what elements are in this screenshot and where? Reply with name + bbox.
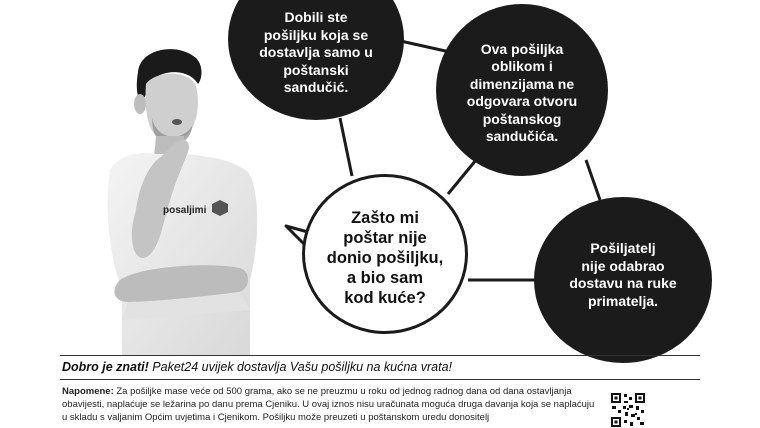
reason-bubble-mailbox-only: Dobili ste pošiljku koja se dostavlja samo u poštanski sandučić.	[228, 0, 404, 120]
divider-top	[60, 355, 700, 356]
speech-bubble-question: Zašto mi poštar nije donio pošiljku, a bio sam kod kuće?	[302, 174, 468, 334]
tagline-text: Paket24 uvijek dostavlja Vašu pošiljku na kućna vrata!	[148, 360, 452, 374]
tagline-lead: Dobro je znati!	[62, 360, 149, 374]
qr-code-icon	[610, 392, 646, 428]
footnote	[62, 385, 602, 424]
reason-bubble-dimensions: Ova pošiljka oblikom i dimenzijama ne odgovara otvoru poštanskog sandučića.	[436, 4, 608, 176]
reason-bubble-sender-choice: Pošiljatelj nije odabrao dostavu na ruke primatelja.	[534, 197, 712, 363]
shirt-brand-logo: posaljimi	[163, 205, 207, 216]
footnote-label: Napomene:	[62, 386, 114, 397]
footnote-text: Za pošiljke mase veće od 500 grama, ako se ne preuzmu u roku od jednog radnog dana od dana ostavljanja obavijesti, naplaćuje se ležarina po danu prema Cjeniku. U ovaj iznos nisu uračunata moguća druga davanja koja se naplaćuju u skladu s valjanim Općim uvjetima i Cjenikom. Pošiljku može preuzeti u poštanskom uredu donositelj	[62, 386, 595, 424]
divider-bottom	[60, 379, 700, 380]
tagline	[62, 360, 452, 374]
